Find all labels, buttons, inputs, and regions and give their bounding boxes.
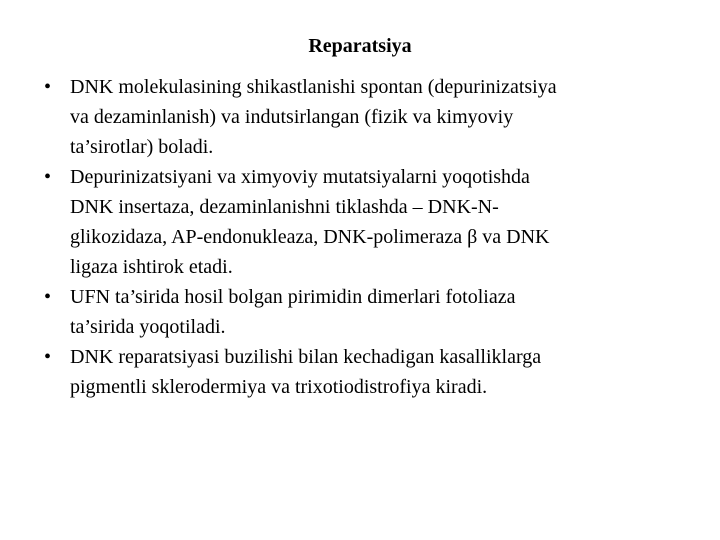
bullet-icon: • [44, 76, 52, 98]
bullet-icon: • [44, 346, 52, 368]
bullet-list [44, 72, 694, 402]
bullet-text-line: DNK insertaza, dezaminlanishni tiklashda – DNK-N- [70, 196, 499, 218]
bullet-text-line: va dezaminlanish) va indutsirlangan (fizik va kimyoviy [70, 106, 514, 128]
bullet-icon: • [44, 166, 52, 188]
bullet-text-line: glikozidaza, AP-endonukleaza, DNK-polimeraza β va DNK [70, 226, 550, 248]
bullet-text-line: pigmentli sklerodermiya va trixotiodistrofiya kiradi. [70, 376, 488, 398]
bullet-text-line: DNK molekulasining shikastlanishi spontan (depurinizatsiya [70, 76, 557, 98]
bullet-item [44, 342, 694, 402]
bullet-icon: • [44, 286, 52, 308]
bullet-text-line: ta’sirotlar) boladi. [70, 136, 214, 158]
slide-title: Reparatsiya [308, 35, 412, 57]
bullet-item [44, 162, 694, 282]
bullet-text-line: ligaza ishtirok etadi. [70, 256, 233, 278]
bullet-text-line: DNK reparatsiyasi buzilishi bilan kechadigan kasalliklarga [70, 346, 542, 368]
bullet-item [44, 282, 694, 342]
bullet-text-line: ta’sirida yoqotiladi. [70, 316, 226, 338]
bullet-item [44, 72, 694, 162]
bullet-text-line: Depurinizatsiyani va ximyoviy mutatsiyalarni yoqotishda [70, 166, 530, 188]
bullet-text-line: UFN ta’sirida hosil bolgan pirimidin dimerlari fotoliaza [70, 286, 516, 308]
